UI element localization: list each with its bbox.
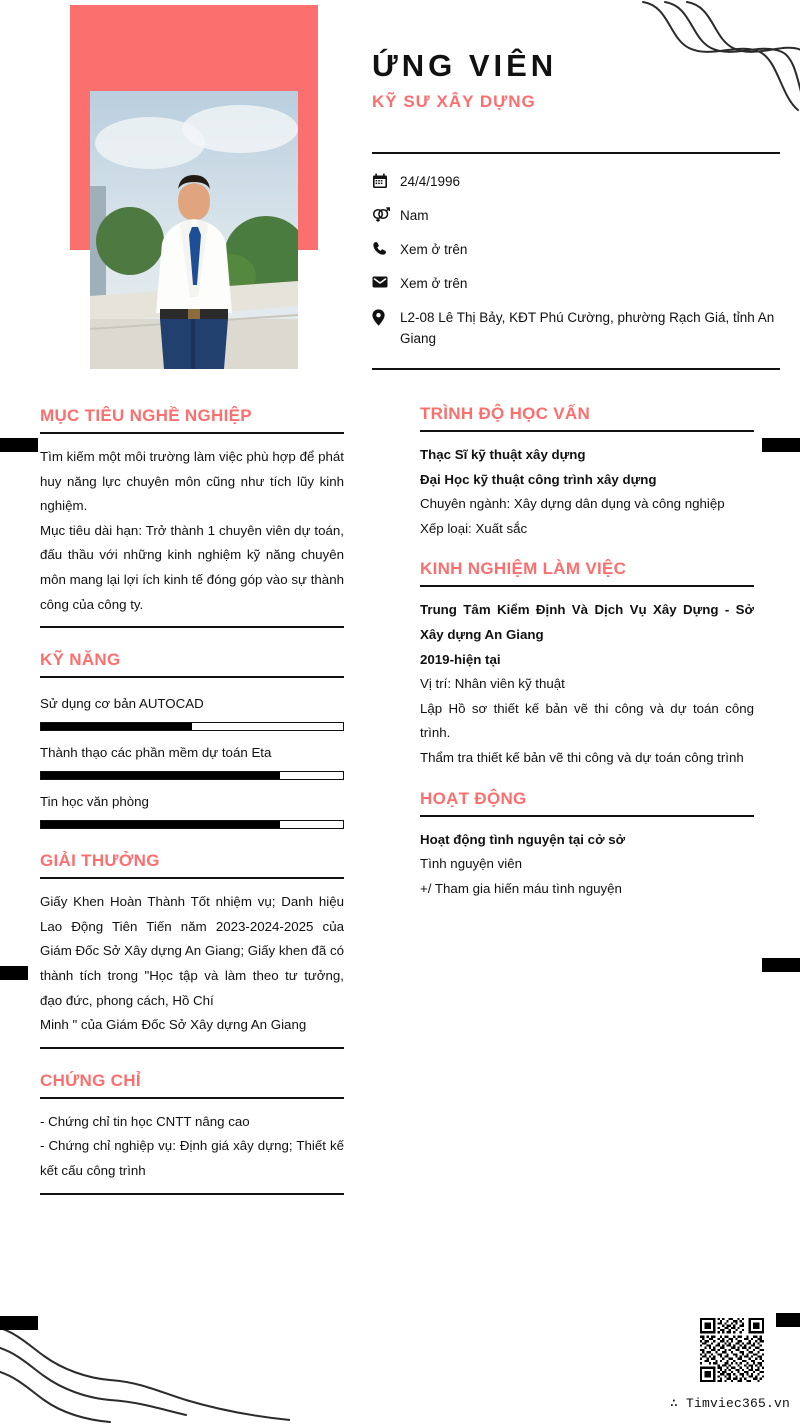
experience-company: Trung Tâm Kiểm Định Và Dịch Vụ Xây Dựng - Sở Xây dựng An Giang	[420, 602, 754, 642]
job-title: KỸ SƯ XÂY DỰNG	[372, 91, 536, 111]
experience-duty-2: Thẩm tra thiết kế bản vẽ thi công và dự toán công trình	[420, 749, 744, 765]
contact-phone: Xem ở trên	[400, 241, 468, 257]
certificate-line-2: - Chứng chỉ nghiệp vụ: Định giá xây dựng; Thiết kế kết cấu công trình	[40, 1138, 344, 1178]
education-degree-2: Đại Học kỹ thuật công trình xây dựng	[420, 471, 657, 487]
experience-period: 2019-hiện tại	[420, 651, 501, 667]
skill-progress-fill	[41, 723, 192, 730]
section-skills	[40, 650, 344, 839]
section-title-certificates: CHỨNG CHỈ	[40, 1070, 141, 1090]
calendar-icon	[372, 172, 400, 189]
skill-progress-track	[40, 820, 344, 829]
section-title-activities: HOẠT ĐỘNG	[420, 788, 527, 808]
experience-position: Vị trí: Nhân viên kỹ thuật	[420, 676, 565, 692]
section-awards	[40, 851, 344, 1049]
certificates-body	[40, 1099, 344, 1184]
awards-body	[40, 879, 344, 1038]
edge-tab-right-top	[762, 438, 800, 452]
edge-tab-right-bottom	[776, 1313, 800, 1327]
section-objective	[40, 406, 344, 628]
contact-row-email	[372, 274, 780, 295]
education-grade: Xếp loại: Xuất sắc	[420, 520, 528, 536]
section-title-objective: MỤC TIÊU NGHỀ NGHIỆP	[40, 406, 252, 425]
activities-body	[420, 817, 754, 902]
skill-progress-track	[40, 722, 344, 731]
contact-row-address	[372, 308, 780, 350]
contact-row-gender	[372, 206, 780, 227]
certificate-line-1: - Chứng chỉ tin học CNTT nâng cao	[40, 1113, 250, 1129]
education-major: Chuyên ngành: Xây dựng dân dụng và công nghiệp	[420, 496, 725, 512]
skill-progress-fill	[41, 772, 280, 779]
wave-decoration-bottom-left	[0, 1324, 290, 1424]
contact-row-birthday	[372, 172, 780, 193]
contact-birthday: 24/4/1996	[400, 174, 461, 189]
section-title-experience: KINH NGHIỆM LÀM VIỆC	[420, 559, 627, 579]
left-column	[40, 406, 344, 1201]
section-footer-rule	[40, 626, 344, 628]
skill-item	[40, 745, 344, 780]
qr-code[interactable]	[694, 1318, 770, 1382]
skill-item	[40, 794, 344, 829]
contact-email: Xem ở trên	[400, 275, 468, 291]
skill-label: Tin học văn phòng	[40, 794, 149, 810]
skill-item	[40, 696, 344, 731]
contact-gender: Nam	[400, 207, 429, 223]
education-body	[420, 432, 754, 541]
edge-tab-left-bottom	[0, 1316, 38, 1330]
contact-row-phone	[372, 240, 780, 261]
gender-icon	[372, 206, 400, 223]
section-education	[420, 404, 754, 541]
contact-divider-top	[372, 152, 780, 154]
phone-icon	[372, 240, 400, 256]
activities-role: Tình nguyện viên	[420, 856, 523, 872]
section-footer-rule	[40, 1193, 344, 1195]
edge-tab-left-top	[0, 438, 38, 452]
objective-line-1: Tìm kiếm một môi trường làm việc phù hợp để phát huy năng lực chuyên môn cũng như tích lũy kinh nghiệm.	[40, 449, 344, 514]
mail-icon	[372, 274, 400, 289]
skill-progress-fill	[41, 821, 280, 828]
section-title-education: TRÌNH ĐỘ HỌC VẤN	[420, 404, 591, 423]
section-title-awards: GIẢI THƯỞNG	[40, 851, 160, 871]
contact-address: L2-08 Lê Thị Bảy, KĐT Phú Cường, phường Rạch Giá, tỉnh An Giang	[400, 309, 775, 346]
header-block	[372, 48, 780, 112]
objective-body	[40, 434, 344, 617]
skill-label: Sử dụng cơ bản AUTOCAD	[40, 696, 204, 712]
awards-line-1: Giấy Khen Hoàn Thành Tốt nhiệm vụ; Danh hiệu Lao Động Tiên Tiến năm 2023-2024-2025 của Giám Đốc Sở Xây dựng An Giang; Giấy khen đã có thành tích trong "Học tập và làm theo tư tưởng, đạo đức, phong cách, Hồ Chí	[40, 894, 344, 1008]
avatar	[90, 91, 298, 369]
experience-duty-1: Lập Hồ sơ thiết kế bản vẽ thi công và dự toán công trình.	[420, 700, 754, 741]
site-brand: ∴ Timviec365.vn	[669, 1396, 790, 1411]
education-degree-1: Thạc Sĩ kỹ thuật xây dựng	[420, 447, 586, 462]
section-experience	[420, 559, 754, 770]
activities-heading: Hoạt động tình nguyện tại cở sở	[420, 831, 626, 847]
activities-detail: +/ Tham gia hiến máu tình nguyện	[420, 880, 622, 896]
profile-photo-block	[70, 5, 318, 250]
skills-list	[40, 678, 344, 839]
experience-body	[420, 587, 754, 770]
page-title: ỨNG VIÊN	[372, 48, 558, 83]
right-column	[420, 404, 754, 907]
section-activities	[420, 789, 754, 902]
section-footer-rule	[40, 1047, 344, 1049]
section-certificates	[40, 1071, 344, 1195]
objective-line-2: Mục tiêu dài hạn: Trở thành 1 chuyên viên dự toán, đấu thầu với những kinh nghiệm kỹ năng chuyên môn mang lại lợi ích kinh tế đóng góp vào sự thành công của công ty.	[40, 522, 344, 612]
section-title-skills: KỸ NĂNG	[40, 650, 121, 670]
edge-tab-right-middle	[762, 958, 800, 972]
contact-section	[372, 152, 780, 370]
skill-progress-track	[40, 771, 344, 780]
contact-divider-bottom	[372, 368, 780, 370]
awards-line-2: Minh " của Giám Đốc Sở Xây dựng An Giang	[40, 1017, 307, 1033]
edge-tab-left-middle	[0, 966, 28, 980]
location-pin-icon	[372, 308, 400, 326]
skill-label: Thành thạo các phần mềm dự toán Eta	[40, 745, 272, 761]
